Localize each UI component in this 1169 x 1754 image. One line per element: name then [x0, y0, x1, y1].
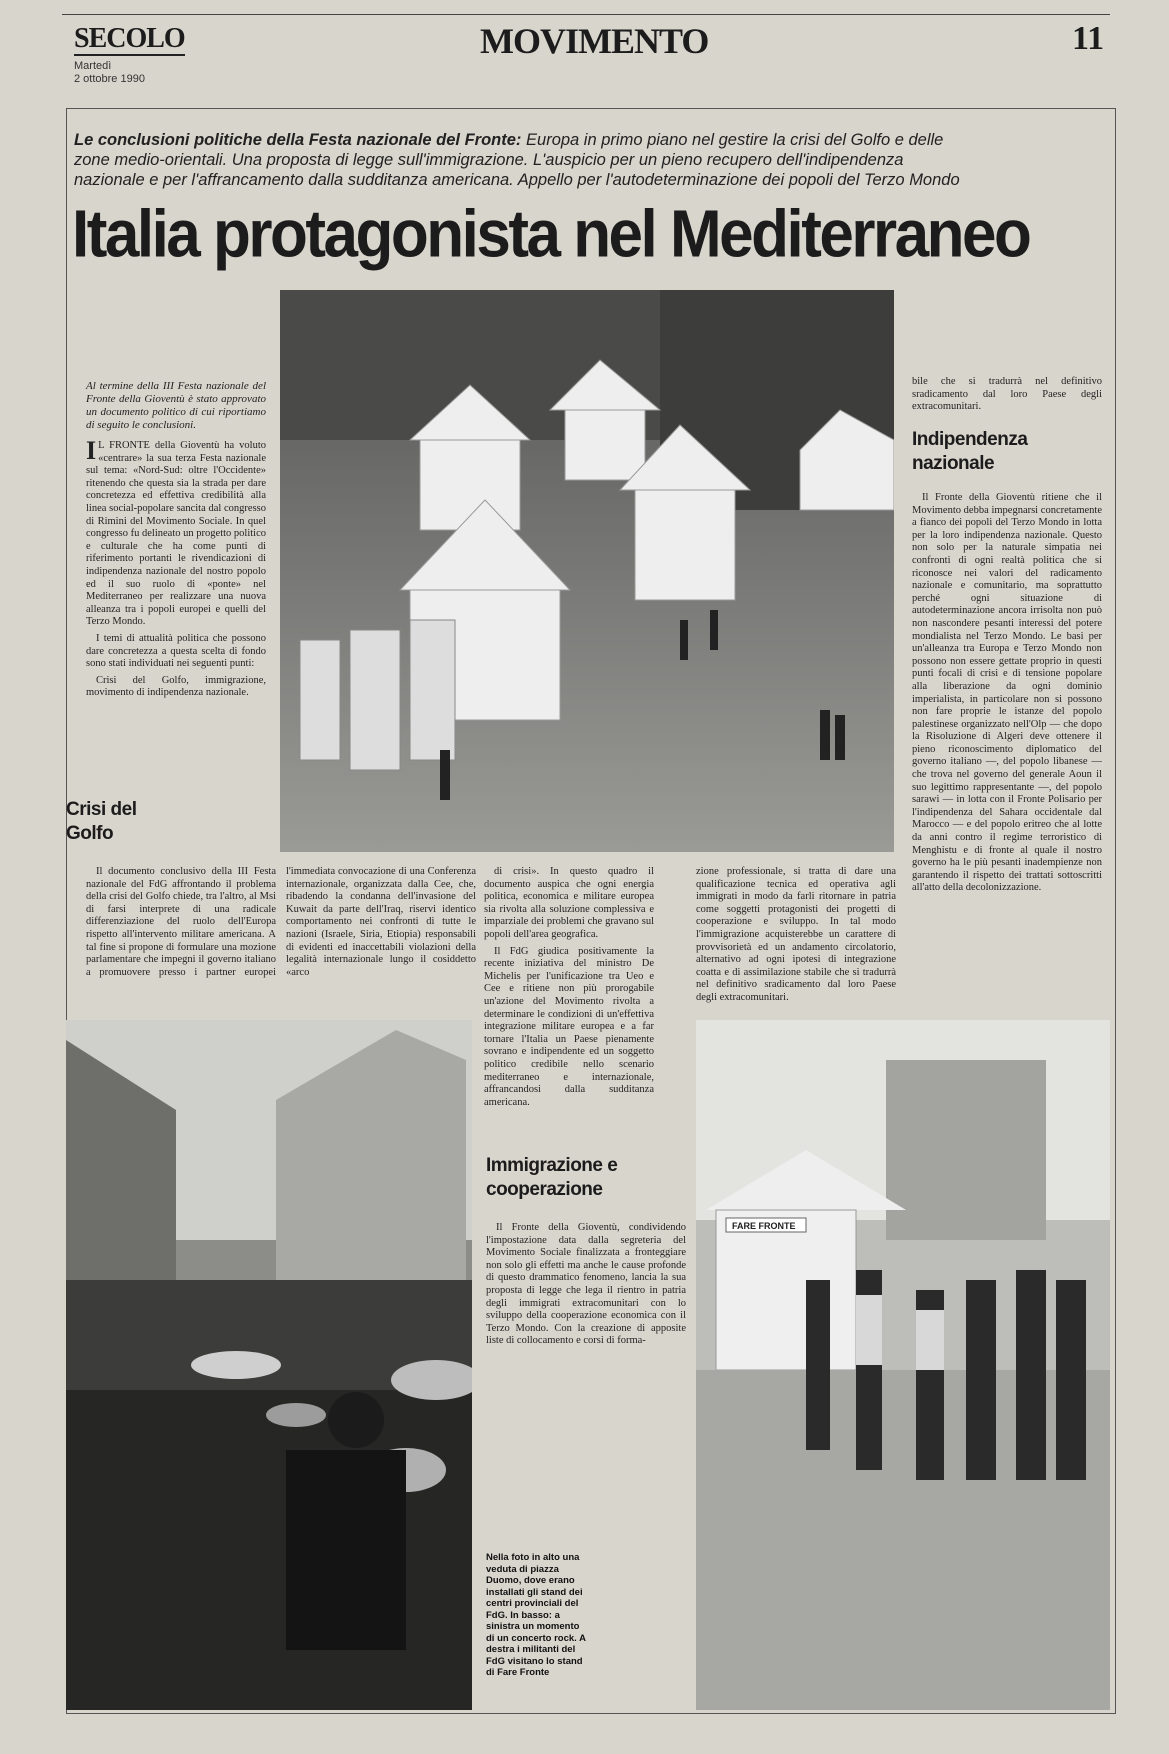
top-rule [62, 14, 1110, 15]
indipendenza-paragraph: Il Fronte della Gioventù ritiene che il Movimento debba impegnarsi concretamente a fianco dei popoli del Terzo Mondo in lotta per la loro indipendenza nazionale. Questo non solo per la naturale simpatia nei confronti di ogni realtà politica che si riconosce nei valori del radicamento nazionale e comunitario, ma soprattutto perché ogni situazione di autodeterminazione ancora irrisolta non può non nascondere pesanti interessi del potere mondialista nel Terzo Mondo. Le basi per un'alleanza tra Europa e Terzo Mondo non possono non essere gettate proprio in questi punti focali di crisi e di tensione popolare alla liberazione da ogni dominio imperialista, in particolare non si possono non fare proprie le istanze del popolo palestinese organizzato nell'Olp — che dopo la Risoluzione di Algeri deve ottenere il pieno riconoscimento diplomatico del governo italiano —, del popolo libanese — che trova nel governo del generale Aoun il suo legittimo rappresentante —, del popolo sarawi — in lotta con il Fronte Polisario per l'indipendenza del Sahara occidentale dal Marocco — e del popolo eritreo che al lotte da anni contro il regime terroristico di Menghistu e di fronte al quale il nostro governo ha le più pesanti inadempienze non garantendo il rispetto dei trattati sottoscritti all'atto della decolonizzazione. [912, 492, 1102, 894]
subhead-immigrazione: Immigrazione e cooperazione [486, 1155, 618, 1200]
bottom-right-photo [696, 1020, 1110, 1710]
kicker-body: Europa in primo piano nel gestire la crisi del Golfo e delle zone medio-orientali. Una proposta di legge sull'immigrazione. L'auspicio per un pieno recupero dell'indipendenza nazionale e per l'affrancamento dalla sudditanza americana. Appello per l'autodeterminazione dei popoli del Terzo Mondo [74, 131, 960, 189]
right-col-top: bile che si tradurrà nel definitivo sradicamento dal loro Paese degli extracomunitari. [912, 376, 1102, 413]
subhead-crisi-golfo: Crisi del Golfo [66, 799, 137, 844]
col1-paragraph-2: I temi di attualità politica che possono dare concretezza a questa scelta di fondo sono stati individuati nei seguenti punti: [86, 632, 266, 670]
subhead-indipendenza: Indipendenza nazionale [912, 429, 1028, 474]
bottom-left-photo [66, 1020, 472, 1710]
article-headline: Italia protagonista nel Mediterraneo [72, 197, 1030, 272]
col1-paragraph-1 [86, 436, 266, 629]
issue-date-text: 2 ottobre 1990 [74, 73, 145, 85]
drop-cap: I [86, 436, 97, 465]
immigrazione-paragraph: Il Fronte della Gioventù, condividendo l'impostazione data dalla segreteria del Movimento Sociale finalizzata a fronteggiare non solo gli effetti ma anche le cause profonde di questo drammatico fenomeno, lancia la sua proposta di legge che lega il rientro in patria degli immigrati extracomunitari con lo sviluppo della cooperazione economica con il Terzo Mondo. Con la creazione di apposite liste di collocamento e corsi di forma- [486, 1222, 686, 1347]
col1-paragraph-3: Crisi del Golfo, immigrazione, movimento di indipendenza nazionale. [86, 674, 266, 699]
column-right [912, 376, 1102, 420]
page-number: 11 [1072, 20, 1105, 57]
immigration-continuation: zione professionale, si tratta di dare una qualificazione tecnica ed operativa agli immigrati in modo da farli ritornare in patria come soggetti protagonisti dei progetti di cooperazione e sviluppo. In tal modo l'immigrazione acquisterebbe un carattere di provvisorietà ed un andamento circolatorio, alternativo ad ogni ipotesi di integrazione coatta e di assimilazione stabile che si tradurrà nel definitivo sradicamento dal loro Paese degli extracomunitari. [696, 866, 896, 1003]
article-kicker [74, 130, 974, 190]
golfo-paragraph-3: Il FdG giudica positivamente la recente iniziativa del ministro De Michelis per l'unificazione tra Ueo e Cee e ritiene non più prorogabile un'azione del Movimento rivolta a determinare le condizioni di un'effettiva integrazione militare europea e a far tornare l'Italia un Paese pienamente sovrano e indipendente ed un soggetto politico credibile nello scenario mediterraneo e internazionale, affrancandosi dalla sudditanza americana. [484, 945, 654, 1108]
column-left [86, 380, 266, 704]
column-middle [484, 866, 654, 1136]
indipendenza-body [912, 492, 1102, 1012]
golfo-columns [86, 866, 476, 1012]
article-intro: Al termine della III Festa nazionale del Fronte della Gioventù è stato approvato un documento politico di cui riportiamo di seguito le conclusioni. [86, 380, 266, 431]
issue-date [74, 60, 145, 86]
issue-weekday: Martedì [74, 60, 112, 72]
golfo-paragraph: Il documento conclusivo della III Festa nazionale del FdG affrontando il problema della crisi del Golfo chiede, tra l'altro, al Msi di farsi interprete di una radicale differenziazione del ruolo dell'Europa rispetto all'intervento militare americana. A tal fine si propone di formulare una mozione parlamentare che impegni il governo italiano a promuovere presso i partner europei l'immediata convocazione di una Conferenza internazionale, organizzata dalla Cee, che, ribadendo la condanna dell'invasione del Kuwait da parte dell'Iraq, riservi identico comportamento nei confronti di tutte le nazioni (Israele, Siria, Etiopia) responsabili di evidenti ed inaccettabili violazioni della legalità internazionale lungo il cosiddetto «arco [86, 866, 476, 978]
fare-fronte-sign: FARE FRONTE [732, 1221, 796, 1231]
newspaper-logo: SECOLO [74, 23, 185, 54]
column-fourth [696, 866, 896, 1012]
photo-caption: Nella foto in alto una veduta di piazza Duomo, dove erano installati gli stand dei centri provinciali del FdG. In basso: a sinistra un momento di un concerto rock. A destra i militanti del FdG visitano lo stand di Fare Fronte [486, 1552, 586, 1678]
top-photo [280, 290, 894, 852]
col1-p1-text: L FRONTE della Gioventù ha voluto «centrare» la sua terza Festa nazionale sul tema: «Nord-Sud: oltre l'Occidente» ritenendo che questa sia la strada per dare concretezza ed effettiva credibilità alla linea social-popolare sancita dal congresso di Rimini del Movimento Sociale. In quel congresso fu delineato un progetto politico e culturale che ha come punti di riferimento portanti le rivendicazioni di indipendenza nazionale del nostro popolo ed il suo ruolo di «ponte» nel Mediterraneo per realizzare una nuova alleanza tra i popoli europei e quelli del Terzo Mondo. [86, 440, 266, 628]
immigrazione-body [486, 1222, 686, 1412]
golfo-paragraph-2: di crisi». In questo quadro il documento auspica che ogni energia politica, economica e militare europea sia rivolta alla soluzione complessiva e imparziale dei problemi che gravano sul popoli dell'area geografica. [484, 866, 654, 940]
section-title: MOVIMENTO [480, 21, 709, 61]
kicker-lead: Le conclusioni politiche della Festa nazionale del Fronte: [74, 131, 522, 149]
